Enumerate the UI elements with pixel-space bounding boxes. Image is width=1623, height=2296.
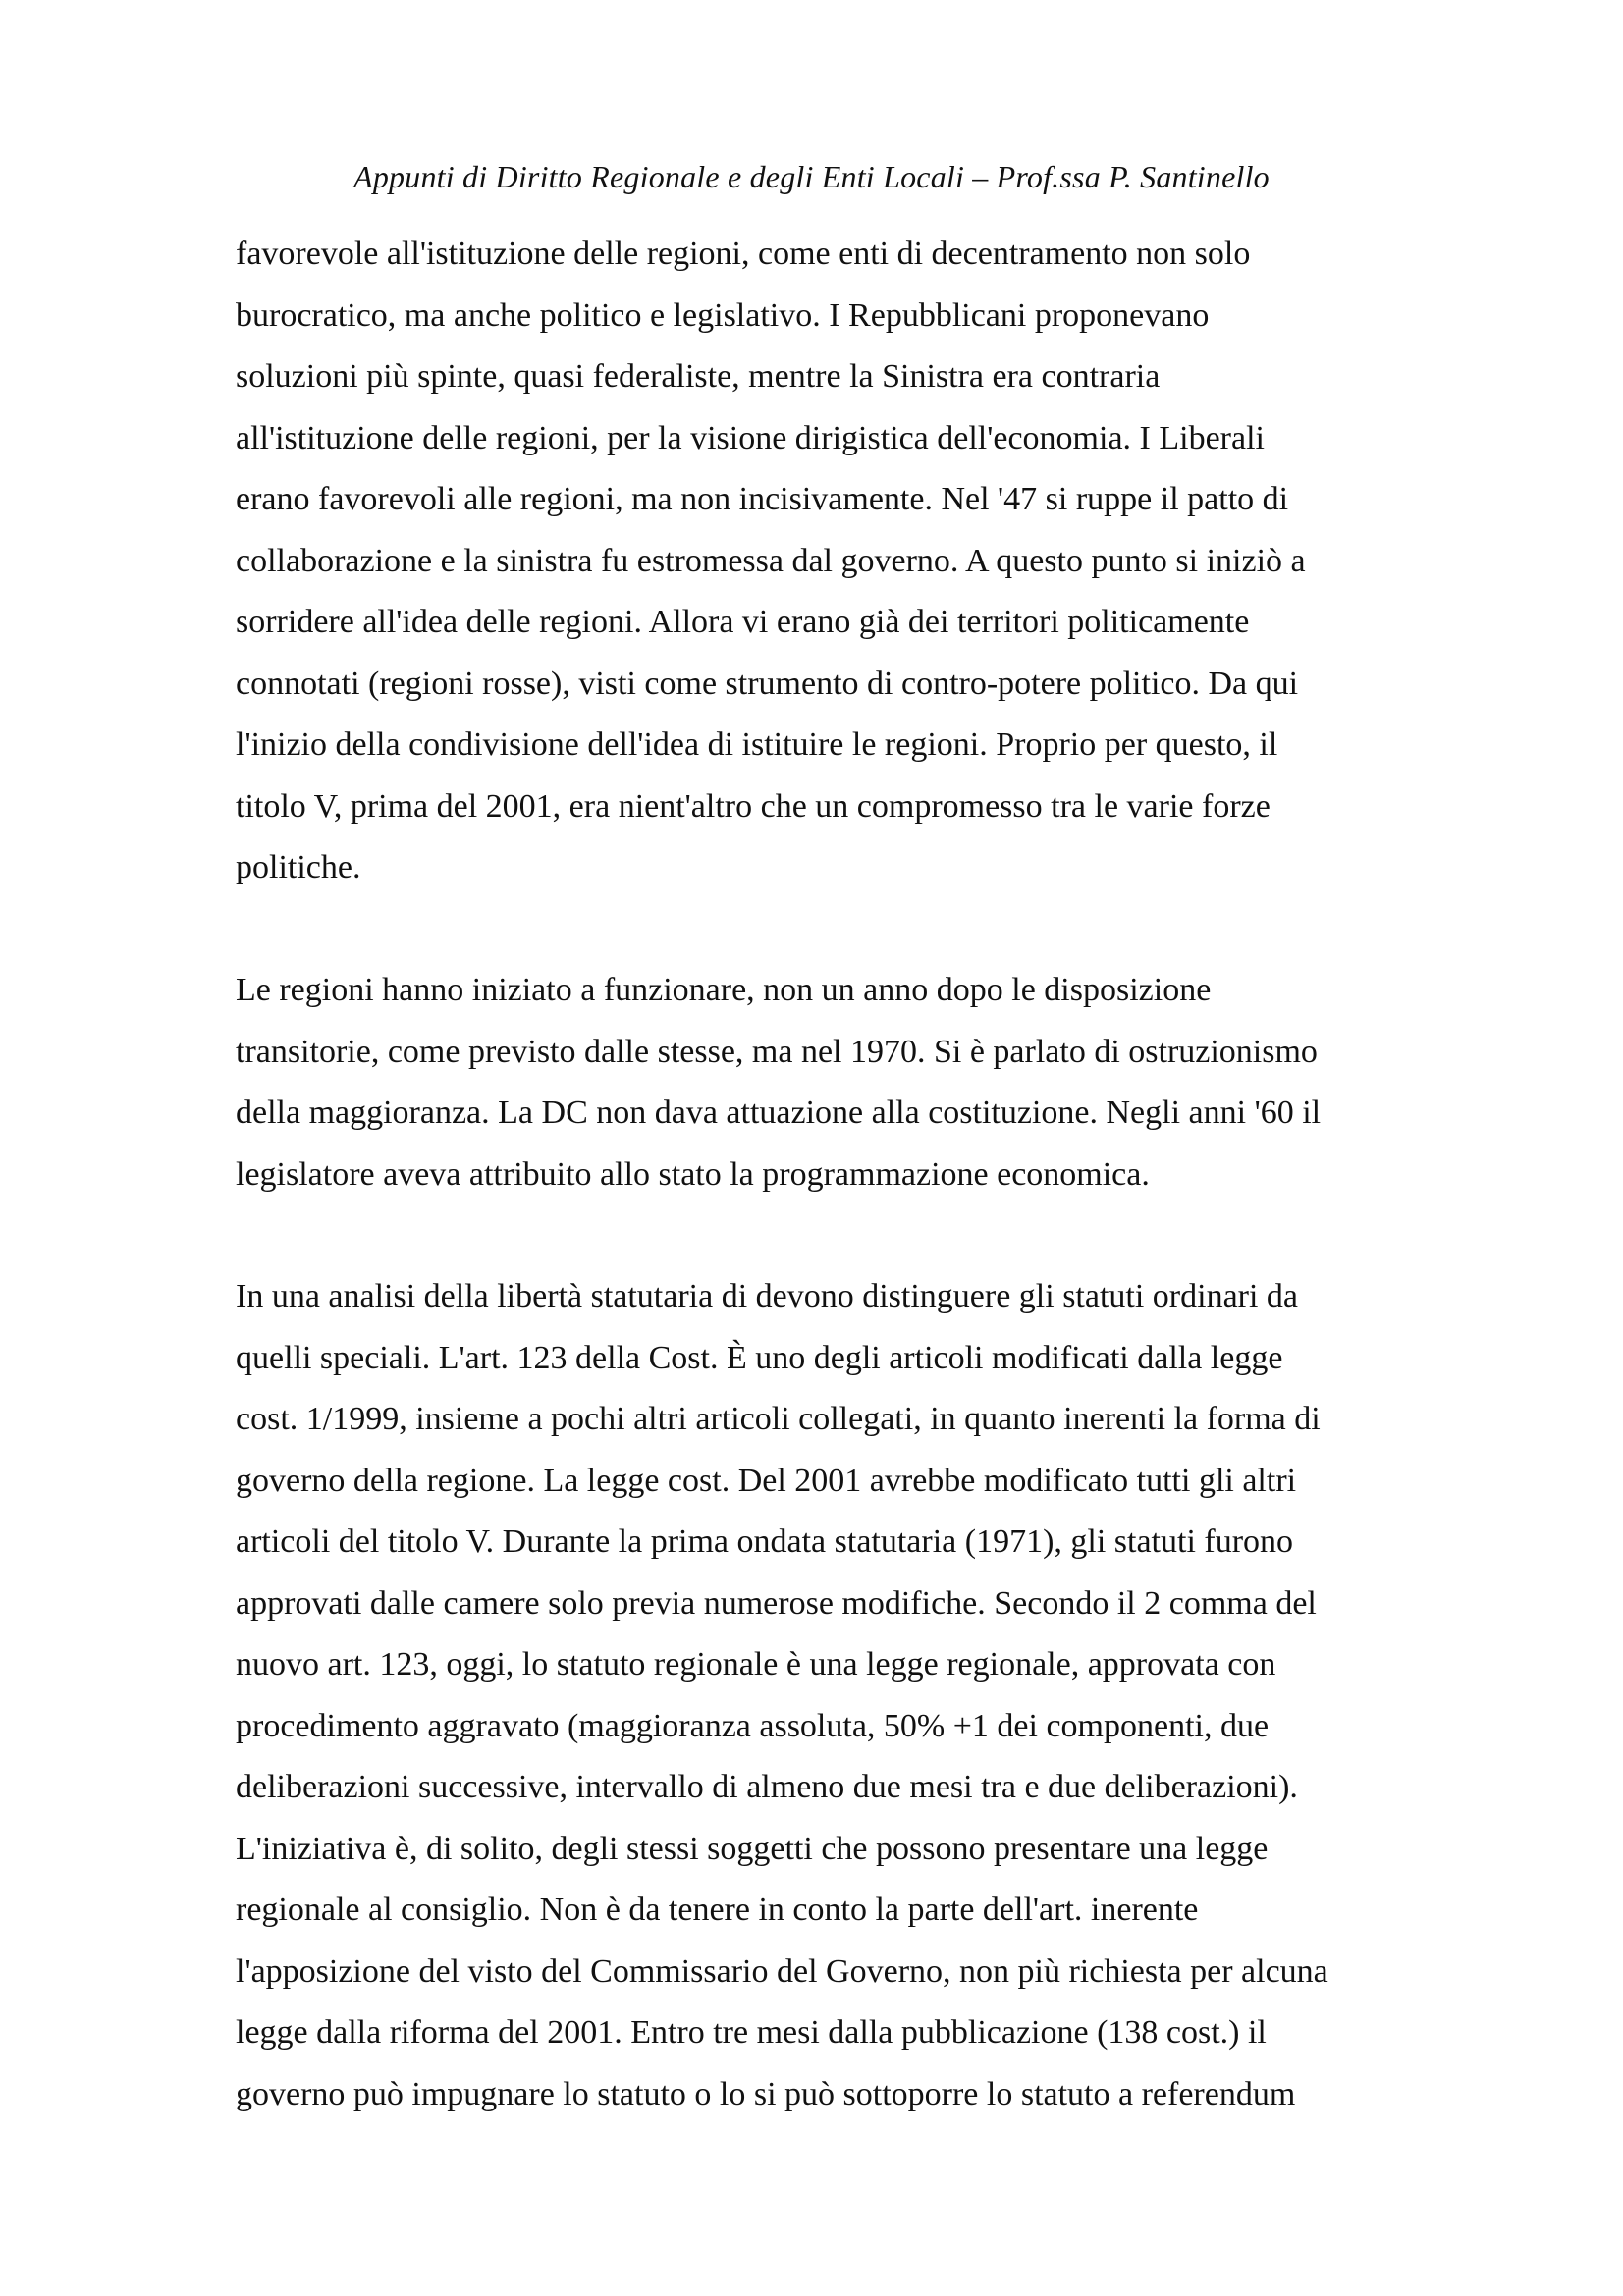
text-line: regionale al consiglio. Non è da tenere in conto la parte dell'art. inerente (236, 1892, 1199, 1928)
text-line: collaborazione e la sinistra fu estromessa dal governo. A questo punto si iniziò a (236, 542, 1306, 579)
text-line: governo della regione. La legge cost. Del 2001 avrebbe modificato tutti gli altri (236, 1462, 1297, 1499)
text-line: soluzioni più spinte, quasi federaliste, mentre la Sinistra era contraria (236, 358, 1161, 395)
text-line: articoli del titolo V. Durante la prima ondata statutaria (1971), gli statuti furono (236, 1523, 1294, 1560)
text-line: nuovo art. 123, oggi, lo statuto regionale è una legge regionale, approvata con (236, 1646, 1276, 1682)
text-line: burocratico, ma anche politico e legislativo. I Repubblicani proponevano (236, 296, 1210, 334)
text-line: erano favorevoli alle regioni, ma non incisivamente. Nel '47 si ruppe il patto di (236, 481, 1289, 517)
text-line: Le regioni hanno iniziato a funzionare, non un anno dopo le disposizione (236, 972, 1212, 1008)
text-line: legge dalla riforma del 2001. Entro tre mesi dalla pubblicazione (138 cost.) il (236, 2014, 1267, 2051)
text-line: connotati (regioni rosse), visti come strumento di contro-potere politico. Da qui (236, 665, 1299, 702)
text-line: quelli speciali. L'art. 123 della Cost. È uno degli articoli modificati dalla legge (236, 1339, 1283, 1376)
text-line: In una analisi della libertà statutaria di devono distinguere gli statuti ordinari da (236, 1278, 1299, 1314)
text-line: all'istituzione delle regioni, per la visione dirigistica dell'economia. I Liberali (236, 419, 1265, 456)
text-line: governo può impugnare lo statuto o lo si può sottoporre lo statuto a referendum (236, 2075, 1296, 2112)
text-line: titolo V, prima del 2001, era nient'altro che un compromesso tra le varie forze (236, 787, 1271, 825)
paragraph-2 (236, 960, 1414, 1205)
text-line: l'apposizione del visto del Commissario del Governo, non più richiesta per alcuna (236, 1952, 1328, 1990)
text-line: cost. 1/1999, insieme a pochi altri articoli collegati, in quanto inerenti la forma di (236, 1401, 1321, 1437)
text-line: della maggioranza. La DC non dava attuazione alla costituzione. Negli anni '60 il (236, 1095, 1322, 1131)
text-line: favorevole all'istituzione delle regioni, come enti di decentramento non solo (236, 236, 1251, 272)
text-line: procedimento aggravato (maggioranza assoluta, 50% +1 dei componenti, due (236, 1707, 1270, 1744)
text-line: transitorie, come previsto dalle stesse, ma nel 1970. Si è parlato di ostruzionismo (236, 1033, 1318, 1070)
text-line: politiche. (236, 849, 361, 885)
text-line: sorridere all'idea delle regioni. Allora vi erano già dei territori politicamente (236, 604, 1250, 640)
page-header: Appunti di Diritto Regionale e degli Enti Locali – Prof.ssa P. Santinello (353, 159, 1270, 194)
text-line: approvati dalle camere solo previa numerose modifiche. Secondo il 2 comma del (236, 1584, 1317, 1622)
paragraph-1 (236, 224, 1414, 899)
text-line: l'inizio della condivisione dell'idea di istituire le regioni. Proprio per questo, il (236, 726, 1278, 763)
text-line: deliberazioni successive, intervallo di almeno due mesi tra e due deliberazioni). (236, 1769, 1298, 1805)
text-line: legislatore aveva attribuito allo stato la programmazione economica. (236, 1155, 1150, 1193)
text-line: L'iniziativa è, di solito, degli stessi soggetti che possono presentare una legge (236, 1830, 1269, 1867)
paragraph-3 (236, 1266, 1414, 2125)
